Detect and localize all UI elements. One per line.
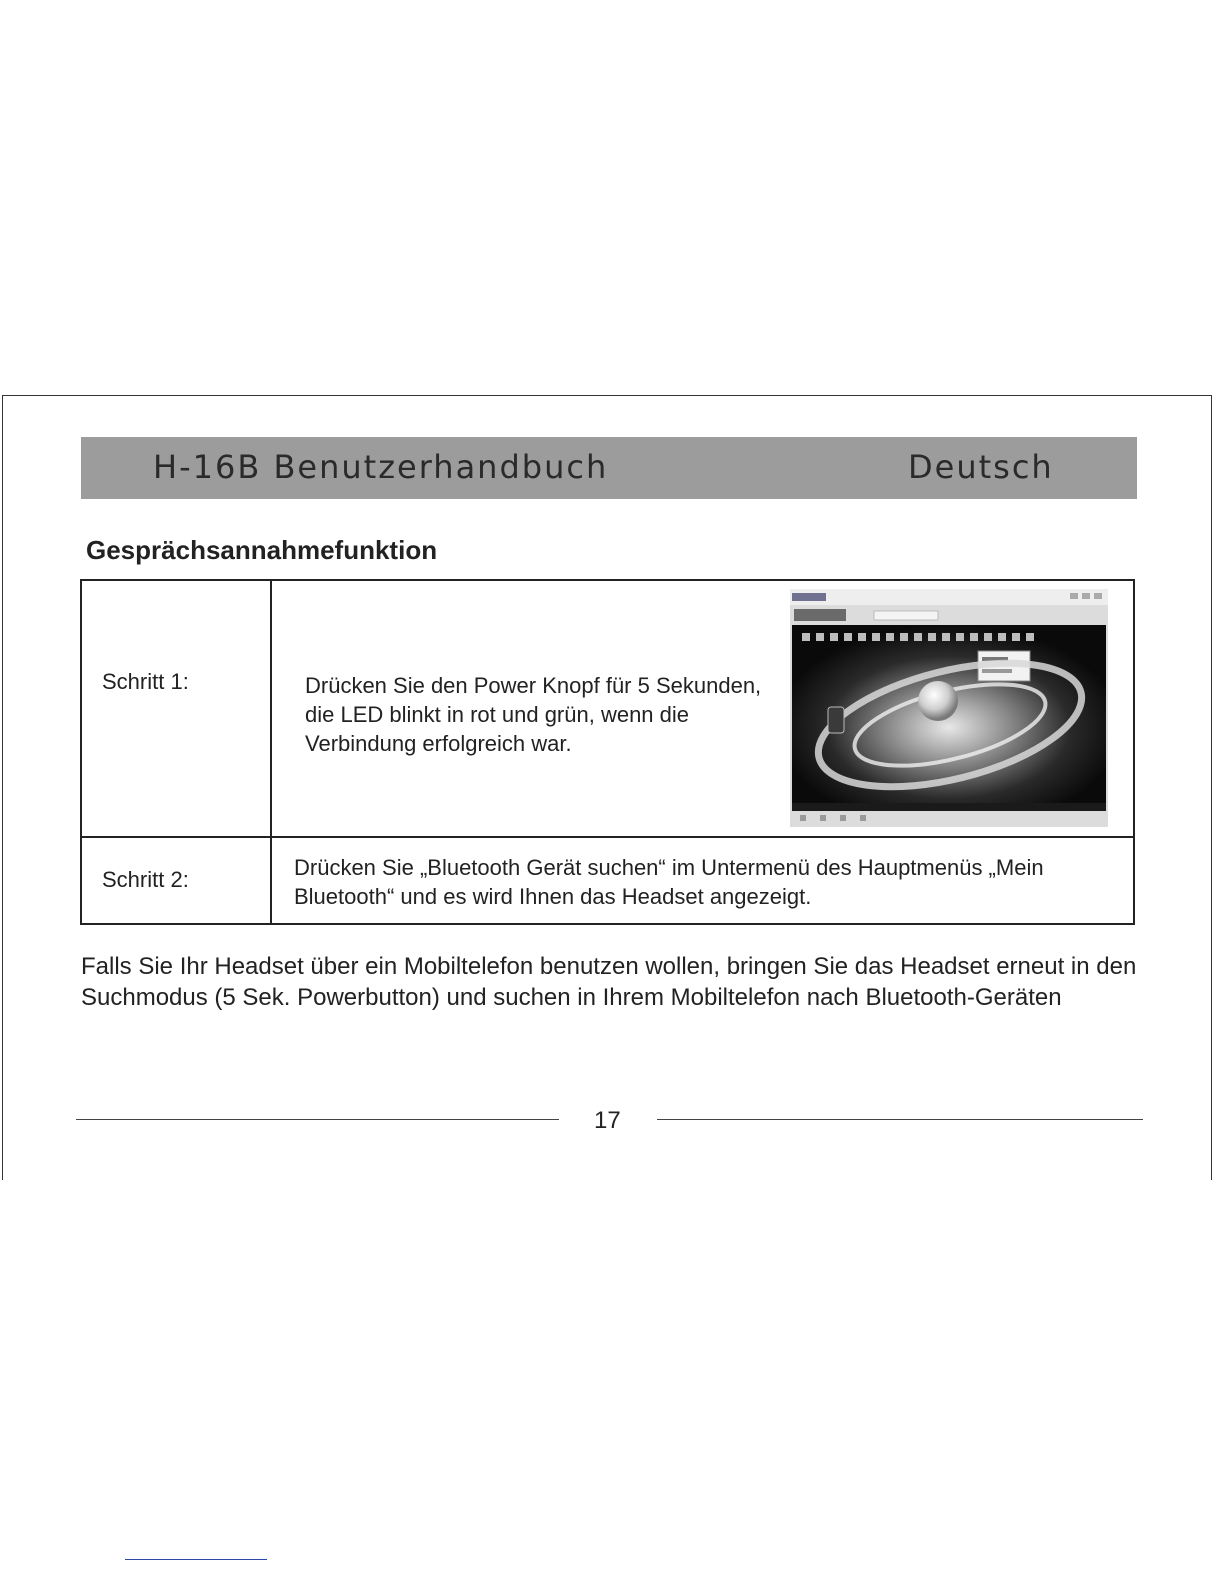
column-divider [270,581,272,923]
section-title: Gesprächsannahmefunktion [86,535,438,565]
row-divider [82,836,1133,838]
tab-my-bluetooth[interactable] [794,609,846,621]
page-number: 17 [594,1107,621,1134]
footer-rule-right [657,1119,1143,1120]
device-icon[interactable] [828,707,844,733]
status-bar [792,803,1106,811]
body-paragraph: Falls Sie Ihr Headset über ein Mobiltelefon benutzen wollen, bringen Sie das Headset erneut in den Suchmodus (5 Sek. Powerbutton) und suchen in Ihrem Mobiltelefon nach Bluetooth-Geräten [81,953,1137,1011]
context-menu-item[interactable] [982,669,1012,673]
manual-title: H-16B Benutzerhandbuch [153,448,609,486]
step-2-text: Drücken Sie „Bluetooth Gerät suchen“ im Untermenü des Hauptmenüs „Mein Bluetooth“ und es wird Ihnen das Headset angezeigt. [294,855,1044,909]
central-sphere [918,681,958,721]
tab-bluesoleil-com[interactable] [874,611,938,620]
steps-table [80,579,1135,925]
link-underline [125,1559,267,1560]
bluesoleil-screenshot [790,589,1108,827]
close-icon[interactable] [1094,593,1102,599]
maximize-icon[interactable] [1082,593,1090,599]
step-1-text: Drücken Sie den Power Knopf für 5 Sekunden, die LED blinkt in rot und grün, wenn die Verbindung erfolgreich war. [305,673,762,756]
window-titlebar [790,589,1108,605]
step-1-label: Schritt 1: [102,669,189,694]
footer-rule-left [76,1119,559,1120]
step-2-label: Schritt 2: [102,867,189,892]
app-logo [792,593,826,601]
minimize-icon[interactable] [1070,593,1078,599]
toolbar-icons [802,633,1034,641]
language-label: Deutsch [908,448,1054,486]
